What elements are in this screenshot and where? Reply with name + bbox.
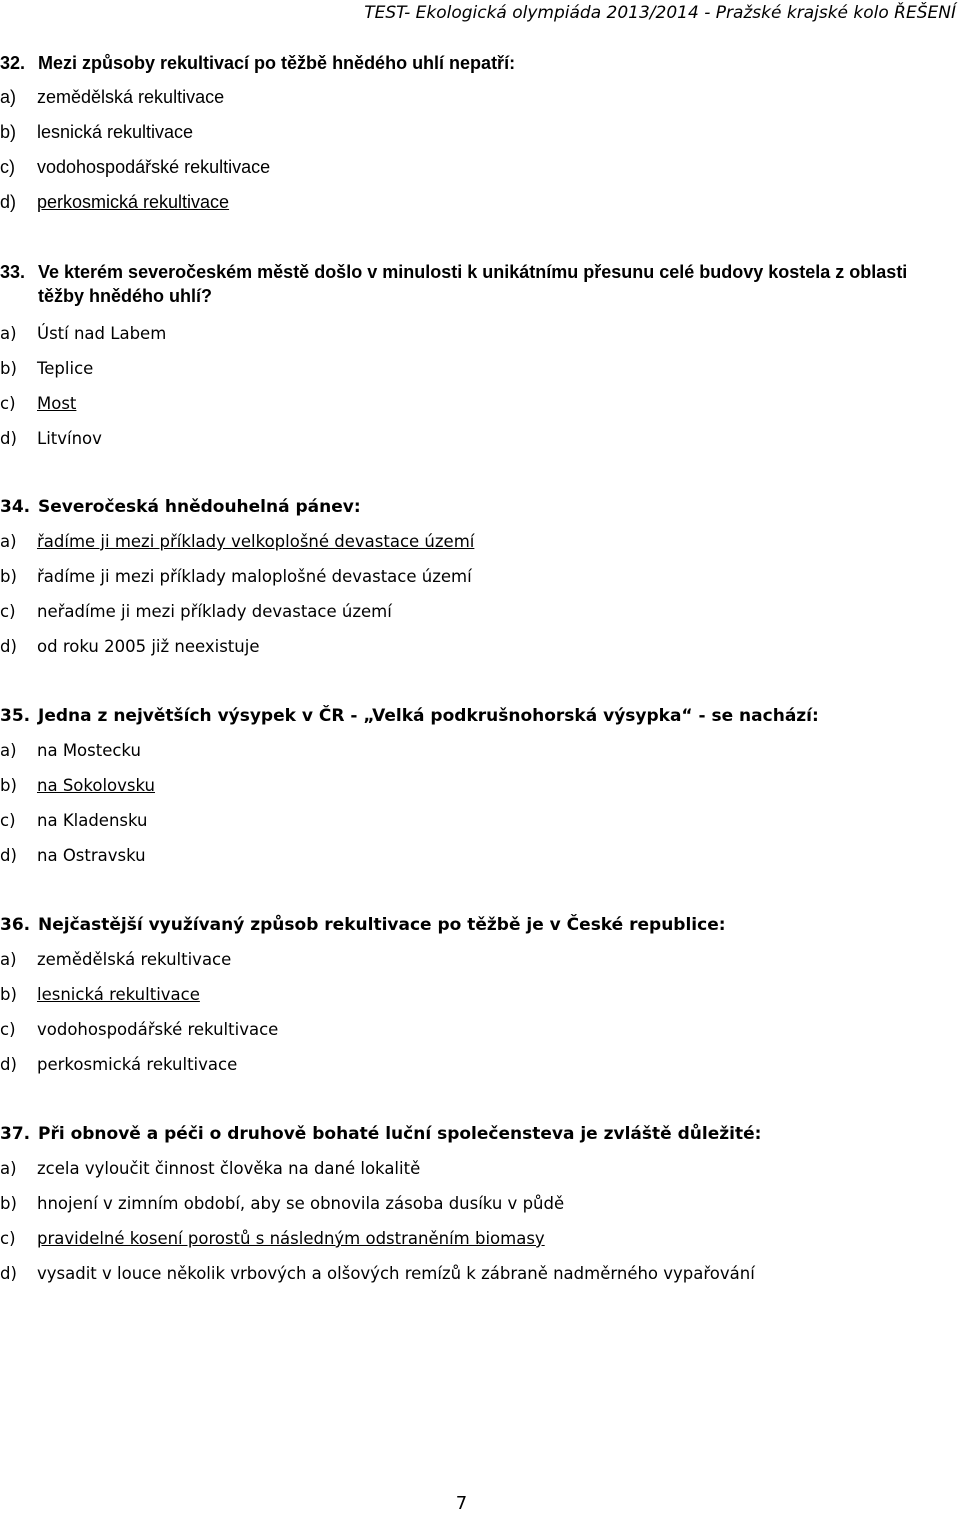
- option-letter: a): [0, 87, 17, 107]
- option-c: [0, 1221, 940, 1256]
- option-letter: b): [0, 985, 17, 1004]
- question-stem: [0, 51, 940, 75]
- question-text: Mezi způsoby rekultivací po těžbě hnědého uhlí nepatří:: [38, 53, 516, 73]
- question-number: 35.: [0, 706, 31, 726]
- option-c: [0, 803, 940, 838]
- option-text: na Mostecku: [37, 741, 141, 760]
- option-a: [0, 733, 940, 768]
- question-text: Při obnově a péči o druhově bohaté luční společensteva je zvláště důležité:: [38, 1124, 762, 1144]
- option-letter: d): [0, 429, 17, 448]
- option-c: [0, 386, 940, 421]
- option-a: [0, 80, 940, 115]
- page-header: TEST- Ekologická olympiáda 2013/2014 - Pražské krajské kolo ŘEŠENÍ: [364, 3, 956, 23]
- option-c: [0, 1012, 940, 1047]
- option-b: [0, 115, 940, 150]
- question-stem: [0, 704, 940, 728]
- question-32: [0, 51, 940, 220]
- option-letter: d): [0, 637, 17, 656]
- option-letter: a): [0, 324, 17, 343]
- correct-answer: pravidelné kosení porostů s následným odstraněním biomasy: [37, 1229, 545, 1248]
- option-text: na Ostravsku: [37, 846, 146, 865]
- page-number: 7: [455, 1493, 468, 1514]
- option-text: zemědělská rekultivace: [37, 87, 225, 107]
- option-letter: c): [0, 1020, 16, 1039]
- option-text: lesnická rekultivace: [37, 122, 194, 142]
- option-text: zcela vyloučit činnost člověka na dané lokalitě: [37, 1159, 421, 1178]
- option-c: [0, 594, 940, 629]
- question-text: Nejčastější využívaný způsob rekultivace po těžbě je v České republice:: [38, 915, 726, 935]
- question-35: [0, 704, 940, 873]
- option-d: [0, 1047, 940, 1082]
- option-text: vodohospodářské rekultivace: [37, 1020, 279, 1039]
- option-letter: d): [0, 1264, 17, 1283]
- correct-answer: na Sokolovsku: [37, 776, 155, 795]
- question-text: Ve kterém severočeském městě došlo v minulosti k unikátnímu přesunu celé budovy kostela z oblasti těžby hnědého uhlí?: [38, 262, 908, 306]
- question-number: 33.: [0, 262, 26, 282]
- option-text: na Kladensku: [37, 811, 148, 830]
- question-37: [0, 1122, 940, 1291]
- option-letter: d): [0, 192, 17, 212]
- option-letter: c): [0, 1229, 16, 1248]
- question-stem: [0, 1122, 940, 1146]
- option-a: [0, 524, 940, 559]
- option-b: [0, 977, 940, 1012]
- option-letter: b): [0, 359, 17, 378]
- option-letter: a): [0, 532, 17, 551]
- option-c: [0, 150, 940, 185]
- option-text: od roku 2005 již neexistuje: [37, 637, 260, 656]
- option-d: [0, 1256, 940, 1291]
- option-b: [0, 1186, 940, 1221]
- question-number: 32.: [0, 53, 26, 73]
- option-letter: b): [0, 122, 17, 142]
- question-36: [0, 913, 940, 1082]
- correct-answer: řadíme ji mezi příklady velkoplošné devastace území: [37, 532, 475, 551]
- option-letter: c): [0, 811, 16, 830]
- option-letter: a): [0, 1159, 17, 1178]
- option-letter: c): [0, 157, 15, 177]
- option-a: [0, 942, 940, 977]
- question-number: 34.: [0, 497, 31, 517]
- option-text: neřadíme ji mezi příklady devastace území: [37, 602, 392, 621]
- option-a: [0, 1151, 940, 1186]
- option-letter: b): [0, 776, 17, 795]
- option-letter: c): [0, 394, 16, 413]
- option-text: perkosmická rekultivace: [37, 1055, 238, 1074]
- question-text: Jedna z největších výsypek v ČR - „Velká podkrušnohorská výsypka“ - se nachází:: [38, 706, 819, 726]
- option-text: Teplice: [37, 359, 94, 378]
- option-text: Ústí nad Labem: [37, 324, 167, 343]
- question-number: 36.: [0, 915, 31, 935]
- option-letter: d): [0, 1055, 17, 1074]
- option-d: [0, 838, 940, 873]
- option-letter: d): [0, 846, 17, 865]
- option-letter: c): [0, 602, 16, 621]
- option-text: řadíme ji mezi příklady maloplošné devastace území: [37, 567, 472, 586]
- option-text: vysadit v louce několik vrbových a olšových remízů k zábraně nadměrného vypařování: [37, 1264, 755, 1283]
- question-number: 37.: [0, 1124, 31, 1144]
- option-letter: a): [0, 950, 17, 969]
- question-text: Severočeská hnědouhelná pánev:: [38, 497, 361, 517]
- option-b: [0, 559, 940, 594]
- option-letter: b): [0, 567, 17, 586]
- question-stem: [0, 260, 940, 308]
- option-d: [0, 421, 940, 456]
- option-letter: a): [0, 741, 17, 760]
- correct-answer: lesnická rekultivace: [37, 985, 200, 1004]
- option-d: [0, 185, 940, 220]
- option-text: zemědělská rekultivace: [37, 950, 232, 969]
- correct-answer: Most: [37, 394, 77, 413]
- option-text: Litvínov: [37, 429, 102, 448]
- correct-answer: perkosmická rekultivace: [37, 192, 230, 212]
- option-d: [0, 629, 940, 664]
- option-text: vodohospodářské rekultivace: [37, 157, 271, 177]
- question-stem: [0, 913, 940, 937]
- option-b: [0, 768, 940, 803]
- option-text: hnojení v zimním období, aby se obnovila zásoba dusíku v půdě: [37, 1194, 565, 1213]
- question-33: [0, 260, 940, 456]
- option-a: [0, 316, 940, 351]
- option-b: [0, 351, 940, 386]
- question-34: [0, 495, 940, 664]
- option-letter: b): [0, 1194, 17, 1213]
- question-stem: [0, 495, 940, 519]
